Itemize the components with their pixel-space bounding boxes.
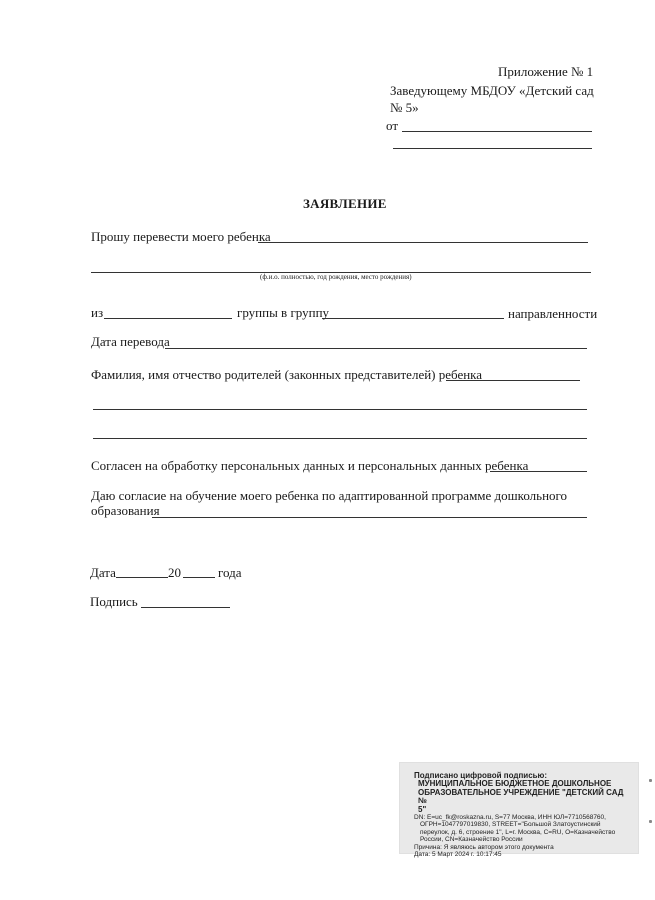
transfer-date-label: Дата перевода [91,334,170,349]
from-name-line-2[interactable] [393,148,592,149]
transfer-request-label: Прошу перевести моего ребенка [91,229,271,244]
signature-line[interactable] [141,607,230,608]
signature-heading: Подписано цифровой подписью: [414,771,548,780]
scan-mark [649,779,652,782]
signature-dn-line-3: переулок, д. 6, строение 1", L=г. Москва, C=RU, O=Казначейство [420,828,616,836]
signature-org-line-2: ОБРАЗОВАТЕЛЬНОЕ УЧРЕЖДЕНИЕ "ДЕТСКИЙ САД № [418,787,624,805]
addressee-line-2: № 5» [390,100,419,115]
to-group-line[interactable] [322,318,504,319]
date-day-month-line[interactable] [116,577,168,578]
date-year-line[interactable] [183,577,215,578]
year-suffix: года [218,565,242,580]
document-title: ЗАЯВЛЕНИЕ [303,196,387,211]
year-prefix: 20 [168,565,181,580]
signature-dn-line-2: ОГРН=1047797019830, STREET="Большой Златоустинский [420,821,601,829]
appendix-label: Приложение № 1 [498,64,594,79]
signature-label: Подпись [90,594,138,609]
parents-line[interactable] [446,380,580,381]
signature-dn-line-4: России, CN=Казначейство России [420,836,523,844]
parents-label: Фамилия, имя отчество родителей (законных представителей) ребенка [91,367,483,382]
from-group-line[interactable] [104,318,232,319]
consent-program-line[interactable] [152,517,587,518]
consent-data-label: Согласен на обработку персональных данных и персональных данных ребенка [91,458,529,473]
digital-signature-stamp [399,762,639,859]
consent-data-line[interactable] [490,471,587,472]
to-group-label: группы в группу [237,305,330,320]
transfer-date-line[interactable] [165,348,587,349]
signature-org-line-3: 5" [418,804,427,814]
parents-line-2[interactable] [93,409,587,410]
from-label: от [386,118,399,133]
signature-date: Дата: 5 Март 2024 г. 10:17:45 [414,851,502,859]
parents-line-3[interactable] [93,438,587,439]
consent-program-label-2: образования [91,503,160,518]
scan-mark [649,820,652,823]
signature-dn-line-1: DN: E=uc_fk@roskazna.ru, S=77 Москва, ИНН ЮЛ=7710568760, [414,814,606,821]
child-name-line[interactable] [258,242,588,243]
date-label: Дата [90,565,116,580]
child-hint: (ф.и.о. полностью, год рождения, место рождения) [260,273,412,281]
from-name-line[interactable] [402,131,592,132]
from-group-label: из [91,305,104,320]
consent-program-label: Даю согласие на обучение моего ребенка по адаптированной программе дошкольного [91,488,568,503]
signature-org-line-1: МУНИЦИПАЛЬНОЕ БЮДЖЕТНОЕ ДОШКОЛЬНОЕ [418,779,612,788]
signature-reason: Причина: Я являюсь автором этого документа [414,843,554,851]
addressee-line-1: Заведующему МБДОУ «Детский сад [390,83,594,98]
direction-label: направленности [508,306,598,321]
